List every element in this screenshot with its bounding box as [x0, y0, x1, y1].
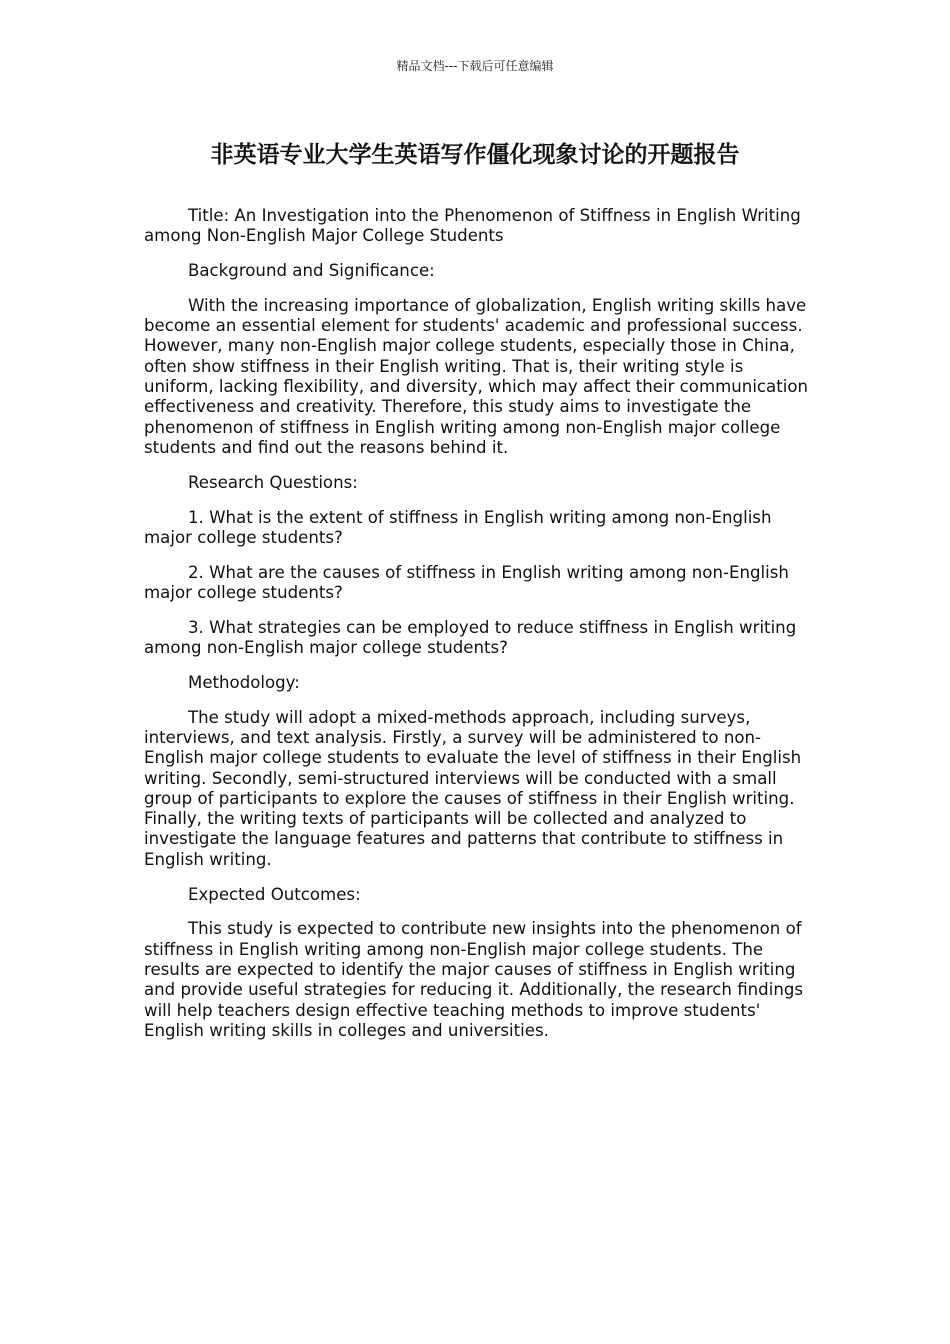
- methodology-paragraph: The study will adopt a mixed-methods approach, including surveys, interviews, and text analysis. Firstly, a survey will be administered to non-English major college students to evaluate the level of stiffness in their English writing. Secondly, semi-structured interviews will be conducted with a small group of participants to explore the causes of stiffness in their English writing. Finally, the writing texts of participants will be collected and analyzed to investigate the language features and patterns that contribute to stiffness in English writing.: [144, 707, 802, 869]
- document-body: [144, 206, 808, 1056]
- expected-outcomes-paragraph: This study is expected to contribute new insights into the phenomenon of stiffness in English writing among non-English major college students. The results are expected to identify the major causes of stiffness in English writing and provide useful strategies for reducing it. Additionally, the research findings will help teachers design effective teaching methods to improve students' English writing skills in colleges and universities.: [144, 919, 804, 1040]
- research-question-2: 2. What are the causes of stiffness in English writing among non-English major college students?: [144, 562, 789, 602]
- section-heading-expected-outcomes: Expected Outcomes:: [188, 884, 361, 904]
- section-heading-research-questions: Research Questions:: [188, 472, 358, 492]
- section-heading-background: Background and Significance:: [188, 261, 435, 281]
- section-heading-methodology: Methodology:: [188, 672, 300, 692]
- research-question-1: 1. What is the extent of stiffness in English writing among non-English major college students?: [144, 507, 772, 547]
- background-paragraph: With the increasing importance of globalization, English writing skills have become an essential element for students' academic and professional success. However, many non-English major college students, especially those in China, often show stiffness in their English writing. That is, their writing style is uniform, lacking flexibility, and diversity, which may affect their communication effectiveness and creativity. Therefore, this study aims to investigate the phenomenon of stiffness in English writing among non-English major college students and find out the reasons behind it.: [144, 295, 809, 457]
- research-question-3: 3. What strategies can be employed to reduce stiffness in English writing among non-English major college students?: [144, 617, 797, 658]
- title-paragraph: Title: An Investigation into the Phenomenon of Stiffness in English Writing among Non-English Major College Students: [144, 206, 801, 246]
- page-header-note: 精品文档---下载后可任意编辑: [396, 59, 554, 73]
- document-title: 非英语专业大学生英语写作僵化现象讨论的开题报告: [210, 142, 740, 168]
